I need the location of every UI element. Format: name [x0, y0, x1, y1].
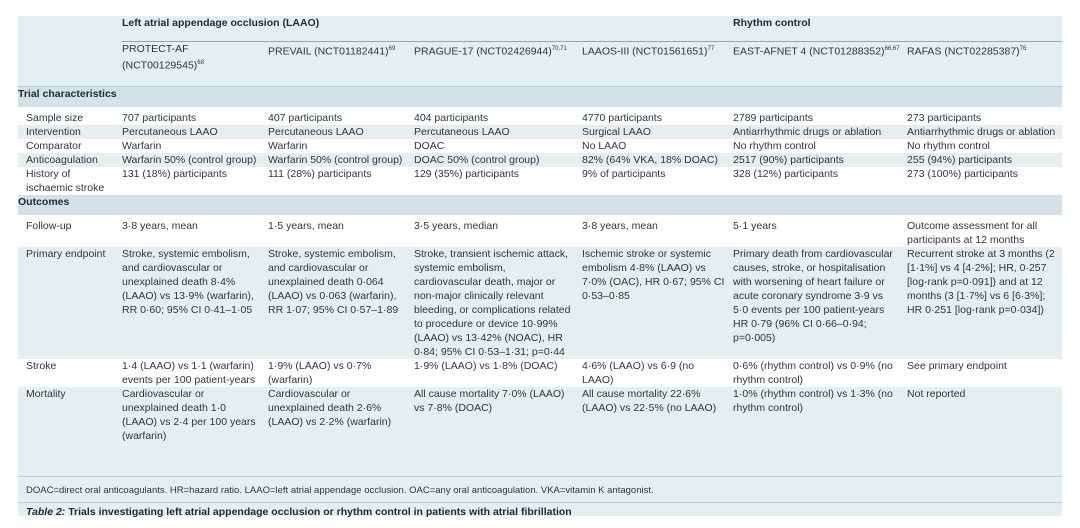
- trial-header-cell: [733, 42, 907, 87]
- row-label: Stroke: [18, 359, 122, 387]
- row-label: Primary endpoint: [26, 248, 106, 260]
- table-cell: DOAC 50% (control group): [414, 154, 540, 166]
- table-cell: Ischemic stroke or systemic embolism 4·8% (LAAO) vs 7·0% (OAC), HR 0·67; 95% CI 0·53–0·85: [582, 248, 725, 302]
- trial-reference: 76: [1019, 46, 1027, 52]
- table-cell: 82% (64% VKA, 18% DOAC): [582, 154, 718, 166]
- trial-header-cell: [907, 42, 1062, 87]
- abbreviations-note: DOAC=direct oral anticoagulants. HR=hazard ratio. LAAO=left atrial appendage occlusion. OAC=any oral anticoagulation. VKA=vitamin K antagonist.: [26, 485, 654, 496]
- trial-reference: 68: [197, 60, 204, 66]
- table-cell: 3·8 years, mean: [582, 215, 733, 247]
- row-label: Sample size: [18, 107, 122, 125]
- table-row: [18, 215, 1062, 247]
- trial-header-cell: [582, 42, 733, 87]
- table-cell: No rhythm control: [733, 139, 907, 153]
- table-cell: Cardiovascular or unexplained death 2·6% (LAAO) vs 2·2% (warfarin): [268, 388, 392, 428]
- table-cell: Surgical LAAO: [582, 126, 651, 138]
- trial-header-cell: [122, 42, 268, 87]
- table-cell: Cardiovascular or unexplained death 1·0 (LAAO) vs 2·4 per 100 years (warfarin): [122, 388, 256, 442]
- trial-name: EAST-AFNET 4 (NCT01288352): [733, 45, 885, 58]
- table-row: [18, 167, 1062, 195]
- table-cell: Antiarrhythmic drugs or ablation: [733, 126, 882, 138]
- table-cell: 273 (100%) participants: [907, 167, 1062, 195]
- table-cell: All cause mortality 22·6% (LAAO) vs 22·5% (no LAAO): [582, 388, 717, 414]
- table-cell: 273 participants: [907, 107, 1062, 125]
- trial-reference: 69: [388, 46, 396, 52]
- row-label: Intervention: [26, 126, 81, 138]
- table-cell: Percutaneous LAAO: [122, 126, 218, 138]
- table-cell: 255 (94%) participants: [907, 154, 1013, 166]
- table-row: [18, 359, 1062, 387]
- table-cell: 131 (18%) participants: [122, 167, 268, 195]
- section-row-characteristics: [18, 87, 1062, 108]
- table-cell: 9% of participants: [582, 167, 733, 195]
- table-cell: 404 participants: [414, 107, 582, 125]
- table-cell: Percutaneous LAAO: [268, 126, 364, 138]
- table-cell: 129 (35%) participants: [414, 167, 582, 195]
- group-header-laao: Left atrial appendage occlusion (LAAO): [122, 16, 733, 42]
- table-cell: Recurrent stroke at 3 months (2 [1·1%] vs 4 [4·2%]; HR, 0·257 [log-rank p=0·091]) and at 12 months (3 [1·7%] vs 6 [6·3%]; HR 0·251 [log-rank p=0·034]): [907, 248, 1055, 316]
- table-cell: 1·4 (LAAO) vs 1·1 (warfarin) events per 100 patient-years: [122, 359, 268, 387]
- table-frame: [18, 16, 1062, 516]
- table-cell: Not reported: [907, 388, 966, 400]
- table-cell: Warfarin: [268, 139, 414, 153]
- table-cell: 2789 participants: [733, 107, 907, 125]
- table-cell: 1·0% (rhythm control) vs 1·3% (no rhythm control): [733, 388, 893, 414]
- trial-reference: 70,71: [551, 46, 567, 52]
- table-cell: Warfarin: [122, 139, 268, 153]
- trial-reference: 66,67: [884, 46, 900, 52]
- empty-trial-label-cell: [18, 42, 122, 87]
- group-header-row: [18, 16, 1062, 42]
- table-cell: Stroke, systemic embolism, and cardiovascular or unexplained death 0·064 (LAAO) vs 0·063 (warfarin), RR 1·07; 95% CI 0·57–1·89: [268, 248, 399, 316]
- table-cell: Warfarin 50% (control group): [122, 154, 257, 166]
- table-cell: 1·5 years, mean: [268, 215, 414, 247]
- table-row: [18, 387, 1062, 443]
- caption-label: Table 2:: [26, 506, 66, 518]
- table-caption: [18, 502, 1062, 517]
- table-cell: 1·9% (LAAO) vs 1·8% (DOAC): [414, 359, 582, 387]
- table-cell: 111 (28%) participants: [268, 167, 414, 195]
- trial-header-cell: [268, 42, 414, 87]
- section-title-characteristics: Trial characteristics: [18, 87, 1062, 108]
- table-row: [18, 125, 1062, 139]
- table-row: [18, 247, 1062, 359]
- row-label: Comparator: [18, 139, 122, 153]
- table-row: [18, 139, 1062, 153]
- trial-reference: 77: [707, 46, 715, 52]
- table-row: [18, 153, 1062, 167]
- trial-name: PREVAIL (NCT01182441): [268, 45, 389, 58]
- trial-name: LAAOS-III (NCT01561651): [582, 45, 708, 58]
- table-cell: All cause mortality 7·0% (LAAO) vs 7·8% (DOAC): [414, 388, 565, 414]
- table-cell: 4·6% (LAAO) vs 6·9 (no LAAO): [582, 359, 733, 387]
- section-row-outcomes: [18, 195, 1062, 215]
- table-cell: 0·6% (rhythm control) vs 0·9% (no rhythm control): [733, 359, 907, 387]
- row-label: Anticoagulation: [26, 154, 98, 166]
- table-cell: 407 participants: [268, 107, 414, 125]
- table-cell: 5·1 years: [733, 215, 907, 247]
- table-cell: 3·5 years, median: [414, 215, 582, 247]
- table-cell: 3·8 years, mean: [122, 215, 268, 247]
- table-cell: Percutaneous LAAO: [414, 126, 510, 138]
- table-footer: [18, 476, 1062, 517]
- table-cell: Antiarrhythmic drugs or ablation: [907, 126, 1056, 138]
- trial-name: RAFAS (NCT02285387): [907, 45, 1020, 58]
- trials-table: [18, 16, 1062, 443]
- empty-corner-cell: [18, 16, 122, 42]
- group-header-rhythm: Rhythm control: [733, 16, 1062, 42]
- table-cell: 2517 (90%) participants: [733, 154, 844, 166]
- table-cell: No rhythm control: [907, 139, 1062, 153]
- row-label: Follow-up: [18, 215, 122, 247]
- table-cell: No LAAO: [582, 139, 733, 153]
- table-row: [18, 107, 1062, 125]
- table-cell: Primary death from cardiovascular causes, stroke, or hospitalisation with worsening of heart failure or acute coronary syndrome 3·9 vs 5·0 events per 100 patient-years HR 0·79 (96% CI 0·66–0·94; p=0·005): [733, 248, 893, 344]
- table-cell: Stroke, systemic embolism, and cardiovascular or unexplained death 8·4% (LAAO) vs 13·9% (warfarin), RR 0·60; 95% CI 0·41–1·05: [122, 248, 254, 316]
- table-cell: 328 (12%) participants: [733, 167, 907, 195]
- row-label: History of ischaemic stroke: [18, 167, 122, 195]
- table-cell: Warfarin 50% (control group): [268, 154, 403, 166]
- table-cell: See primary endpoint: [907, 359, 1062, 387]
- section-title-outcomes: Outcomes: [18, 195, 1062, 215]
- caption-text: Trials investigating left atrial appendage occlusion or rhythm control in patients with atrial fibrillation: [65, 506, 572, 518]
- trial-name-row: [18, 42, 1062, 87]
- table-cell: Stroke, transient ischemic attack, systemic embolism, cardiovascular death, major or non-major clinically relevant bleeding, or complications related to procedure or device 10·99% (LAAO) vs 13·42% (NOAC), HR 0·84; 95% CI 0·53–1·31; p=0·44: [414, 248, 571, 358]
- trial-name: PROTECT-AF (NCT00129545): [122, 43, 198, 72]
- table-cell: 707 participants: [122, 107, 268, 125]
- trial-header-cell: [414, 42, 582, 87]
- trial-name: PRAGUE-17 (NCT02426944): [414, 45, 552, 58]
- table-cell: 4770 participants: [582, 107, 733, 125]
- row-label: Mortality: [26, 388, 66, 400]
- table-cell: DOAC: [414, 139, 582, 153]
- table-cell: 1·9% (LAAO) vs 0·7% (warfarin): [268, 359, 414, 387]
- table-cell: Outcome assessment for all participants at 12 months: [907, 215, 1062, 247]
